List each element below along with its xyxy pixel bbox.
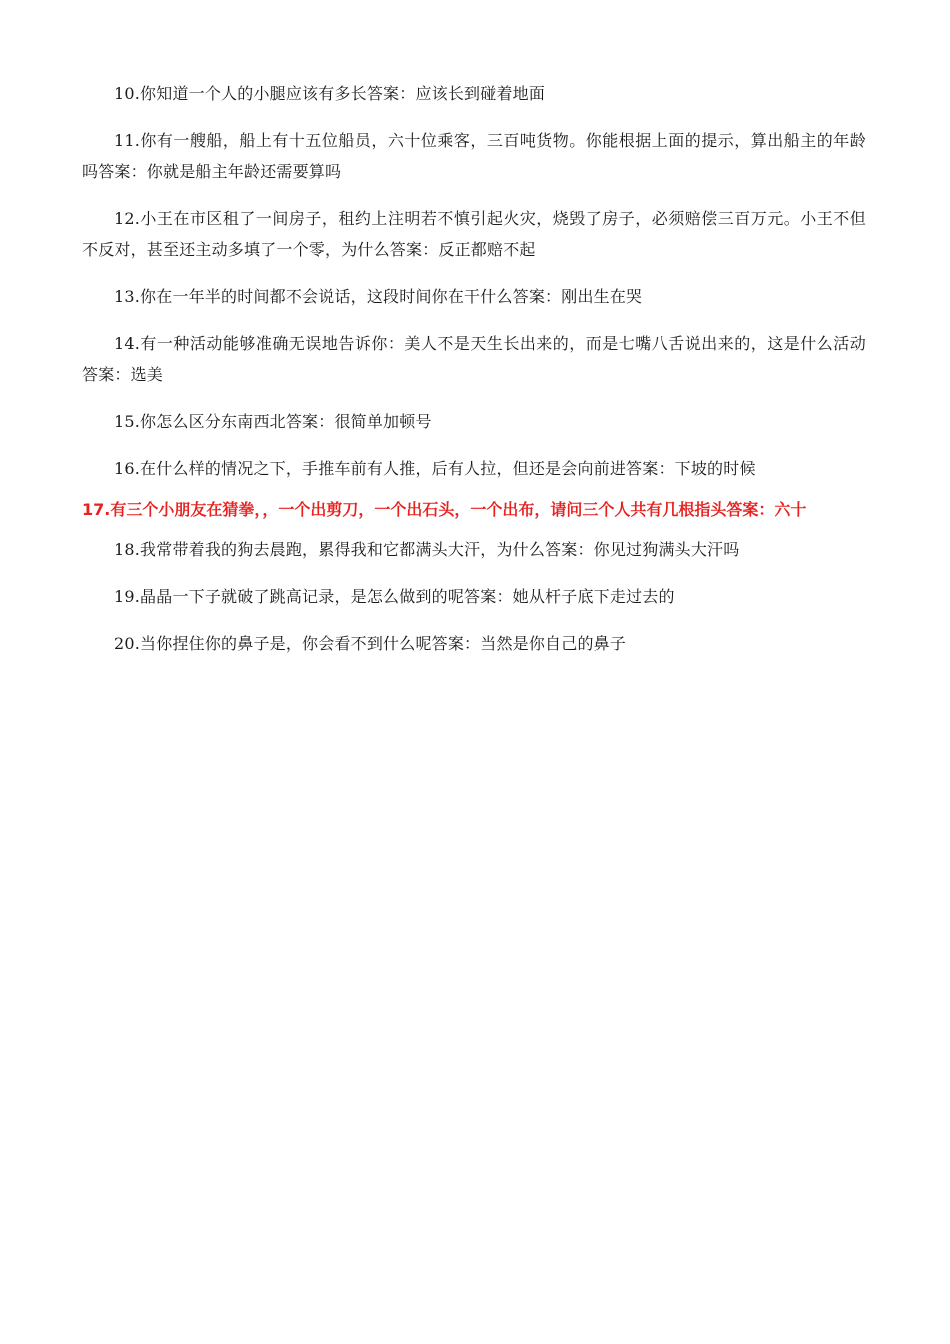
riddle-item-13: 13.你在一年半的时间都不会说话，这段时间你在干什么答案：刚出生在哭 bbox=[114, 287, 643, 306]
riddle-item-15: 15.你怎么区分东南西北答案：很简单加顿号 bbox=[114, 412, 432, 431]
riddle-item-10: 10.你知道一个人的小腿应该有多长答案：应该长到碰着地面 bbox=[114, 84, 546, 103]
riddle-item-11: 11.你有一艘船，船上有十五位船员，六十位乘客，三百吨货物。你能根据上面的提示，算出船主的年龄吗答案：你就是船主年龄还需要算吗 bbox=[82, 131, 866, 181]
riddle-item-16: 16.在什么样的情况之下，手推车前有人推，后有人拉，但还是会向前进答案：下坡的时候 bbox=[114, 459, 756, 478]
riddle-list bbox=[82, 78, 866, 675]
riddle-item-14: 14.有一种活动能够准确无误地告诉你：美人不是天生长出来的，而是七嘴八舌说出来的，这是什么活动答案：选美 bbox=[82, 334, 866, 384]
riddle-item-12: 12.小王在市区租了一间房子，租约上注明若不慎引起火灾，烧毁了房子，必须赔偿三百万元。小王不但不反对，甚至还主动多填了一个零，为什么答案：反正都赔不起 bbox=[82, 209, 866, 259]
riddle-item-20: 20.当你捏住你的鼻子是，你会看不到什么呢答案：当然是你自己的鼻子 bbox=[114, 634, 627, 653]
riddle-item-17-highlighted: 17.有三个小朋友在猜拳，，一个出剪刀，一个出石头，一个出布，请问三个人共有几根指头答案：六十 bbox=[82, 500, 807, 519]
riddle-item-19: 19.晶晶一下子就破了跳高记录，是怎么做到的呢答案：她从杆子底下走过去的 bbox=[114, 587, 675, 606]
riddle-item-18: 18.我常带着我的狗去晨跑，累得我和它都满头大汗，为什么答案：你见过狗满头大汗吗 bbox=[114, 540, 740, 559]
